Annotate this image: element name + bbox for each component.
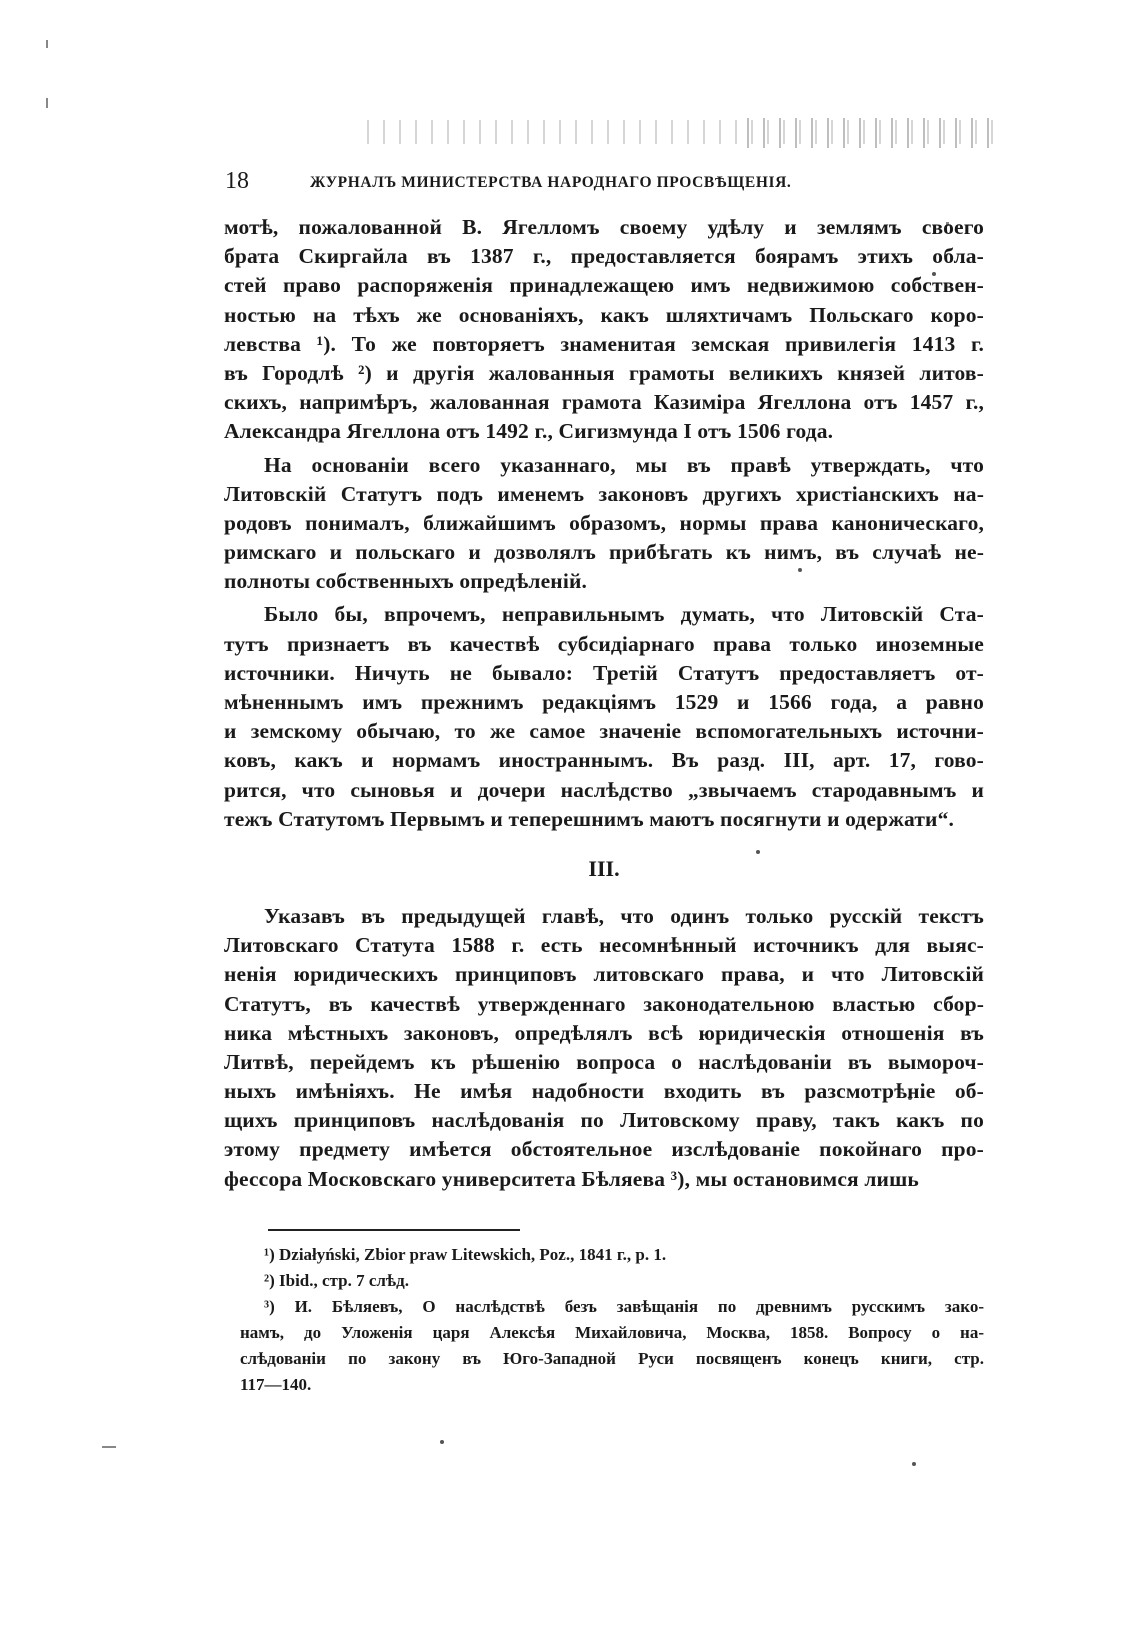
text-line: Указавъ въ предыдущей главѣ, что одинъ только русскій текстъ — [264, 903, 984, 928]
text-line: тежъ Статутомъ Первымъ и теперешнимъ маютъ посягнути и одержати“. — [224, 806, 955, 831]
text-line: скихъ, напримѣръ, жалованная грамота Казиміра Ягеллона отъ 1457 г., — [224, 390, 984, 415]
text-line: въ Городлѣ ²) и другія жалованныя грамоты великихъ князей литов- — [224, 360, 984, 385]
text-line: Литвѣ, перейдемъ къ рѣшенію вопроса о наслѣдованіи въ вымороч- — [224, 1049, 984, 1074]
text-line: Литовскій Статутъ подъ именемъ законовъ другихъ христіанскихъ на- — [224, 481, 984, 506]
margin-mark — [46, 40, 48, 48]
text-line: источники. Ничуть не бывало: Третій Статутъ предоставляетъ от- — [224, 660, 984, 685]
text-line: римскаго и польскаго и дозволялъ прибѣгать къ нимъ, въ случаѣ не- — [224, 540, 984, 565]
running-title: ЖУРНАЛЪ МИНИСТЕРСТВА НАРОДНАГО ПРОСВѢЩЕНІЯ. — [310, 174, 792, 191]
text-line: левства ¹). То же повторяетъ знаменитая земская привилегія 1413 г. — [224, 331, 984, 356]
text-line: Было бы, впрочемъ, неправильнымъ думать, что Литовскій Ста- — [264, 602, 984, 627]
footnote-2 — [240, 1268, 984, 1294]
page-header — [225, 168, 985, 204]
paragraph-3 — [224, 600, 984, 834]
footnote-line: намъ, до Уложенія царя Алексѣя Михайловича, Москва, 1858. Вопросу о на- — [240, 1323, 984, 1342]
footnote-3 — [240, 1294, 984, 1398]
text-line: Статутъ, въ качествѣ утвержденнаго законодательною властью сбор- — [224, 991, 984, 1016]
speck — [912, 1462, 916, 1466]
text-line: мотѣ, пожалованной В. Ягелломъ своему удѣлу и землямъ своего — [224, 215, 984, 239]
text-line: фессора Московскаго университета Бѣляева ³), мы остановимся лишь — [224, 1166, 919, 1191]
footnote-rule — [268, 1229, 520, 1231]
section-heading: III. — [588, 855, 620, 881]
margin-mark — [46, 98, 48, 108]
footnote-line: ¹) Działyński, Zbior praw Litewskich, Poz., 1841 г., р. 1. — [264, 1245, 667, 1264]
text-line: стей право распоряженія принадлежащею имъ недвижимою собствен- — [224, 273, 984, 298]
text-line: родовъ понималъ, ближайшимъ образомъ, нормы права каноническаго, — [224, 510, 984, 535]
margin-mark — [102, 1446, 116, 1448]
scan-artifact — [740, 118, 1000, 148]
text-line: Александра Ягеллона отъ 1492 г., Сигизмунда I отъ 1506 года. — [224, 419, 834, 444]
text-line: полноты собственныхъ опредѣленій. — [224, 569, 588, 594]
paragraph-2 — [224, 451, 984, 597]
text-line: щихъ принциповъ наслѣдованія по Литовскому праву, такъ какъ по — [224, 1108, 984, 1133]
footnote-1 — [240, 1242, 984, 1268]
text-line: ника мѣстныхъ законовъ, опредѣлялъ всѣ юридическія отношенія въ — [224, 1020, 984, 1045]
footnote-line: ²) Ibid., стр. 7 слѣд. — [264, 1271, 409, 1290]
paragraph-4 — [224, 902, 984, 1194]
footnote-line: ³) И. Бѣляевъ, О наслѣдствѣ безъ завѣщанія по древнимъ русскимъ зако- — [264, 1297, 984, 1316]
text-line: ковъ, какъ и нормамъ иностраннымъ. Въ разд. III, арт. 17, гово- — [224, 748, 984, 773]
text-line: ныхъ имѣніяхъ. Не имѣя надобности входить въ разсмотрѣніе об- — [224, 1079, 984, 1104]
footnotes — [240, 1242, 984, 1398]
speck — [440, 1440, 444, 1444]
text-line: рится, что сыновья и дочери наслѣдство „звычаемъ стародавнымъ и — [224, 777, 984, 802]
text-line: этому предмету имѣется обстоятельное изслѣдованіе покойнаго про- — [224, 1137, 984, 1162]
footnote-line: 117—140. — [240, 1375, 312, 1394]
paragraph-1 — [224, 213, 984, 447]
text-line: и земскому обычаю, то же самое значеніе вспомогательныхъ источни- — [224, 719, 984, 744]
page-number: 18 — [225, 168, 249, 194]
text-line: ностью на тѣхъ же основаніяхъ, какъ шляхтичамъ Польскаго коро- — [224, 302, 984, 327]
footnote-line: слѣдованіи по закону въ Юго-Западной Руси посвященъ конецъ книги, стр. — [240, 1349, 984, 1368]
text-line: тутъ признаетъ въ качествѣ субсидіарнаго права только иноземные — [224, 631, 984, 656]
text-line: мѣненнымъ имъ прежнимъ редакціямъ 1529 и 1566 года, а равно — [224, 690, 984, 714]
page-body — [224, 213, 984, 1194]
text-line: Литовскаго Статута 1588 г. есть несомнѣнный источникъ для выяс- — [224, 933, 984, 958]
text-line: На основаніи всего указаннаго, мы въ правѣ утверждать, что — [264, 452, 984, 477]
text-line: ненія юридическихъ принциповъ литовскаго права, и что Литовскій — [224, 962, 984, 987]
text-line: брата Скиргайла въ 1387 г., предоставляется боярамъ этихъ обла- — [224, 244, 984, 269]
